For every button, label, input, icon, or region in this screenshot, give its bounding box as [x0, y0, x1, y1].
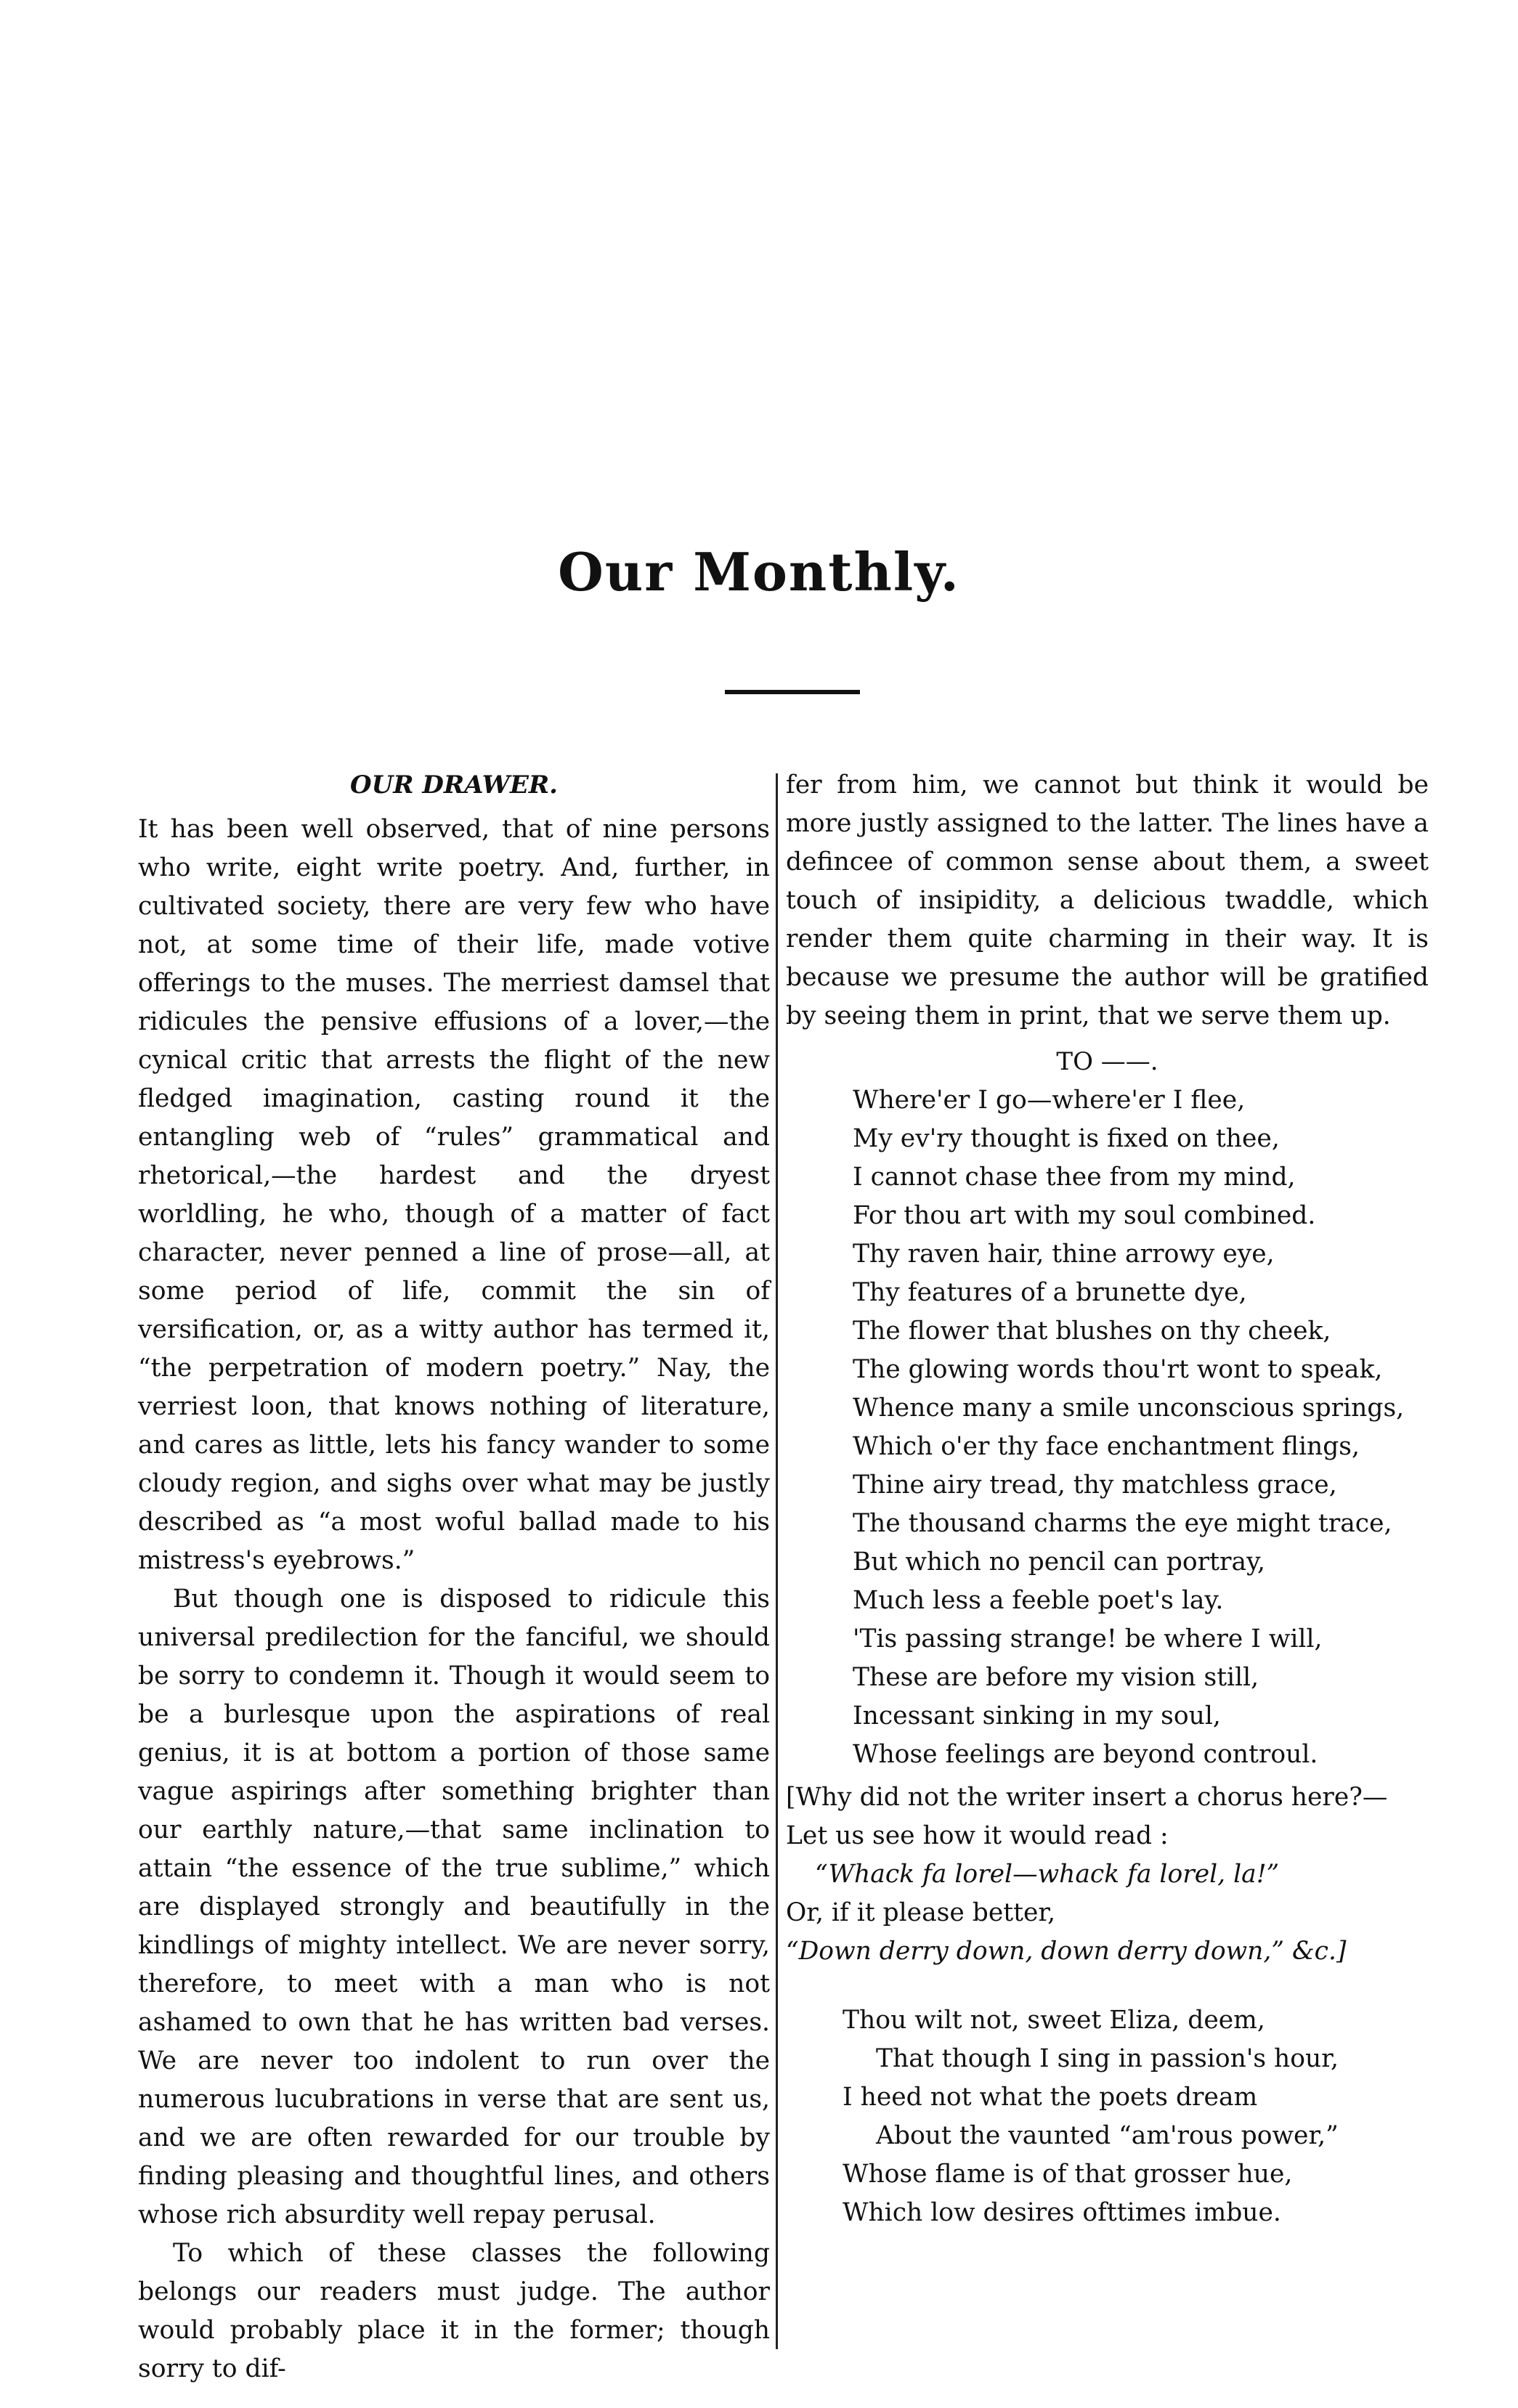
note-line: Let us see how it would read : — [786, 1821, 1169, 1850]
editor-note — [786, 1778, 1429, 1971]
column-divider — [776, 773, 778, 2349]
note-quote: “Down derry down, down derry down,” &c.] — [786, 1937, 1347, 1966]
poem-line: I cannot chase thee from my mind, — [853, 1163, 1296, 1192]
paragraph: It has been well observed, that of nine persons who write, eight write poetry. And, further, in cultivated society, there are very few who have not, at some time of their life, made votive offerings to the muses. The merriest damsel that ridicules the pensive effusions of a lover,—the cynical critic that arrests the flight of the new fledged imagination, casting round it the entangling web of “rules” grammatical and rhetorical,—the hardest and the dryest worldling, he who, though of a matter of fact character, never penned a line of prose—all, at some period of life, commit the sin of versification, or, as a witty author has termed it, “the perpetration of modern poetry.” Nay, the verriest loon, that knows nothing of literature, and cares as little, lets his fancy wander to some cloudy region, and sighs over what may be justly described as “a most woful ballad made to his mistress's eyebrows.” — [138, 815, 770, 1575]
poem-line: Which low desires ofttimes imbue. — [843, 2198, 1281, 2227]
poem-line: The flower that blushes on thy cheek, — [853, 1317, 1331, 1346]
paragraph: fer from him, we cannot but think it would be more justly assigned to the latter. The lines have a defincee of common sense about them, a sweet touch of insipidity, a delicious twaddle, which render them quite charming in their way. It is because we presume the author will be gratified by seeing them in print, that we serve them up. — [786, 770, 1429, 1030]
note-line: [Why did not the writer insert a chorus here?— — [786, 1783, 1388, 1812]
poem-line: The thousand charms the eye might trace, — [853, 1509, 1392, 1538]
paragraph: But though one is disposed to ridicule this universal predilection for the fanciful, we should be sorry to condemn it. Though it would seem to be a burlesque upon the aspirations of real genius, it is at bottom a portion of those same vague aspirings after something brighter than our earthly nature,—that same inclination to attain “the essence of the true sublime,” which are displayed strongly and beautifully in the kindlings of mighty intellect. We are never sorry, therefore, to meet with a man who is not ashamed to own that he has written bad verses. We are never too indolent to run over the numerous lucubrations in verse that are sent us, and we are often rewarded for our trouble by finding pleasing and thoughtful lines, and others whose rich absurdity well repay perusal. — [138, 1585, 770, 2229]
poem-line: About the vaunted “am'rous power,” — [876, 2121, 1339, 2150]
poem-line: My ev'ry thought is fixed on thee, — [853, 1124, 1280, 1153]
poem-line: Much less a feeble poet's lay. — [853, 1586, 1224, 1615]
left-column — [138, 766, 770, 2388]
poem — [853, 1081, 1429, 1774]
poem-line: Whose flame is of that grosser hue, — [843, 2160, 1293, 2189]
poem-line: That though I sing in passion's hour, — [876, 2044, 1339, 2073]
poem-line: Which o'er thy face enchantment flings, — [853, 1432, 1360, 1461]
paragraph: To which of these classes the following belongs our readers must judge. The author would probably place it in the former; though sorry to dif- — [138, 2239, 770, 2383]
poem-line: Where'er I go—where'er I flee, — [853, 1086, 1246, 1115]
poem-line: These are before my vision still, — [853, 1663, 1259, 1692]
note-line: Or, if it please better, — [786, 1898, 1056, 1927]
poem-line: I heed not what the poets dream — [843, 2083, 1258, 2112]
poem-line: Thy raven hair, thine arrowy eye, — [853, 1240, 1275, 1269]
poem-line: For thou art with my soul combined. — [853, 1201, 1316, 1230]
poem-line: 'Tis passing strange! be where I will, — [853, 1624, 1323, 1654]
poem-line: Whence many a smile unconscious springs, — [853, 1394, 1405, 1423]
poem-line: Thine airy tread, thy matchless grace, — [853, 1471, 1337, 1500]
poem-line: Whose feelings are beyond controul. — [853, 1740, 1318, 1769]
poem-line: Thou wilt not, sweet Eliza, deem, — [843, 2006, 1265, 2035]
title-rule — [725, 690, 860, 694]
poem-line: But which no pencil can portray, — [853, 1547, 1265, 1577]
page-title: Our Monthly. — [558, 541, 960, 603]
section-title: OUR DRAWER. — [350, 770, 558, 800]
poem-continued — [843, 2001, 1429, 2232]
poem-line: Thy features of a brunette dye, — [853, 1278, 1247, 1307]
poem-line: Incessant sinking in my soul, — [853, 1701, 1221, 1730]
poem-line: The glowing words thou'rt wont to speak, — [853, 1355, 1383, 1384]
note-quote: “Whack fa lorel—whack fa lorel, la!” — [815, 1860, 1280, 1889]
poem-title: TO ——. — [1056, 1047, 1158, 1076]
right-column — [786, 766, 1429, 2232]
